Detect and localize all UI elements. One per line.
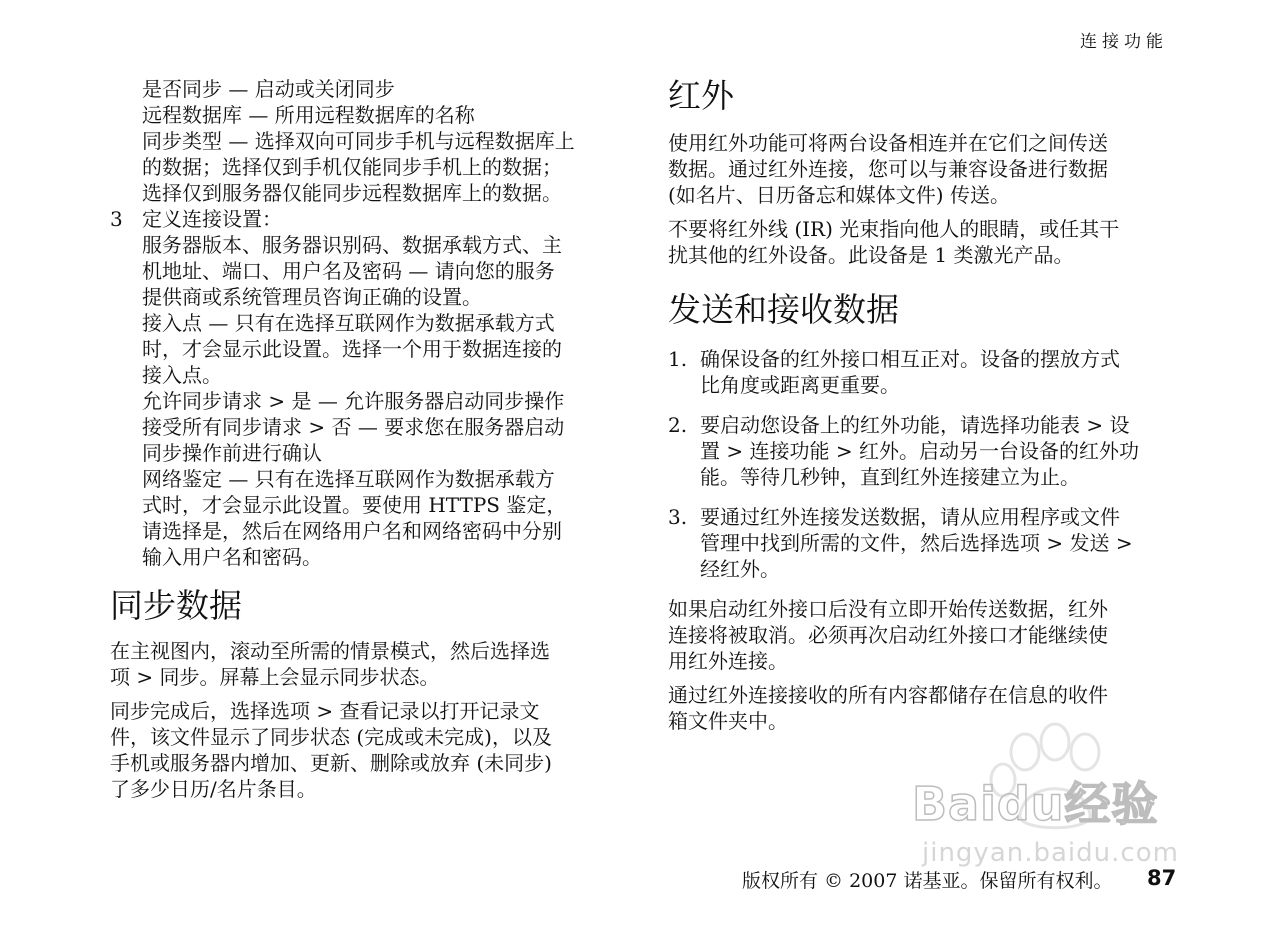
watermark-url: jingyan.baidu.com: [922, 838, 1179, 868]
section-heading-send-receive: 发送和接收数据: [668, 290, 899, 329]
step-3: 3 定义连接设置： 服务器版本、服务器识别码、数据承载方式、主 机地址、端口、用户名及密码 — 请向您的服务 提供商或系统管理员咨询正确的设置。: [110, 207, 562, 309]
option-access-point: 接入点 — 只有在选择互联网作为数据承载方式 时，才会显示此设置。选择一个用于数据连接的 接入点。: [142, 311, 562, 387]
option-sync-toggle: 是否同步 — 启动或关闭同步: [142, 77, 395, 101]
option-network-auth: 网络鉴定 — 只有在选择互联网作为数据承载方 式时，才会显示此设置。要使用 HTTPS 鉴定， 请选择是，然后在网络用户名和网络密码中分别 输入用户名和密码。: [142, 467, 567, 569]
option-accept-all: 接受所有同步请求 > 否 — 要求您在服务器启动 同步操作前进行确认: [142, 415, 565, 465]
step-number: 3.: [668, 505, 688, 529]
page-number: 87: [1147, 866, 1177, 890]
paragraph-infrared-inbox: 通过红外连接接收的所有内容都储存在信息的收件 箱文件夹中。: [668, 683, 1108, 733]
option-remote-db: 远程数据库 — 所用远程数据库的名称: [142, 103, 475, 127]
step-2: 2. 要启动您设备上的红外功能，请选择功能表 > 设 置 > 连接功能 > 红外。启动另一台设备的红外功 能。等待几秒钟，直到红外连接建立为止。: [668, 413, 1139, 489]
running-header: 连接功能: [1080, 32, 1168, 52]
paragraph-sync-1: 在主视图内，滚动至所需的情景模式，然后选择选 项 > 同步。屏幕上会显示同步状态。: [110, 639, 550, 689]
step-number: 2.: [668, 413, 688, 437]
step-number: 1.: [668, 347, 688, 371]
paragraph-sync-2: 同步完成后，选择选项 > 查看记录以打开记录文 件，该文件显示了同步状态 (完成或未完成)，以及 手机或服务器内增加、更新、删除或放弃 (未同步) 了多少日历/名片条目。: [110, 699, 552, 801]
step-3-send: 3. 要通过红外连接发送数据，请从应用程序或文件 管理中找到所需的文件，然后选择选项 > 发送 > 经红外。: [668, 505, 1133, 581]
paragraph-infrared-1: 使用红外功能可将两台设备相连并在它们之间传送 数据。通过红外连接，您可以与兼容设备进行数据 (如名片、日历备忘和媒体文件) 传送。: [668, 131, 1108, 207]
right-column: [668, 76, 1188, 734]
watermark-logo: Baidu经验: [912, 777, 1159, 831]
step-number: 3: [110, 207, 123, 231]
option-allow-sync: 允许同步请求 > 是 — 允许服务器启动同步操作: [142, 389, 565, 413]
copyright: 版权所有 © 2007 诺基亚。保留所有权利。: [742, 870, 1113, 892]
left-column: [110, 76, 630, 802]
section-heading-infrared: 红外: [668, 76, 734, 115]
step-1: 1. 确保设备的红外接口相互正对。设备的摆放方式 比角度或距离更重要。: [668, 347, 1120, 397]
paragraph-infrared-cancel: 如果启动红外接口后没有立即开始传送数据，红外 连接将被取消。必须再次启动红外接口才能继续使 用红外连接。: [668, 597, 1108, 673]
section-heading-sync: 同步数据: [110, 586, 242, 625]
paragraph-infrared-warning: 不要将红外线 (IR) 光束指向他人的眼睛，或任其干 扰其他的红外设备。此设备是 1 类激光产品。: [668, 217, 1120, 267]
option-sync-type: 同步类型 — 选择双向可同步手机与远程数据库上 的数据；选择仅到手机仅能同步手机上的数据； 选择仅到服务器仅能同步远程数据库上的数据。: [142, 129, 575, 205]
